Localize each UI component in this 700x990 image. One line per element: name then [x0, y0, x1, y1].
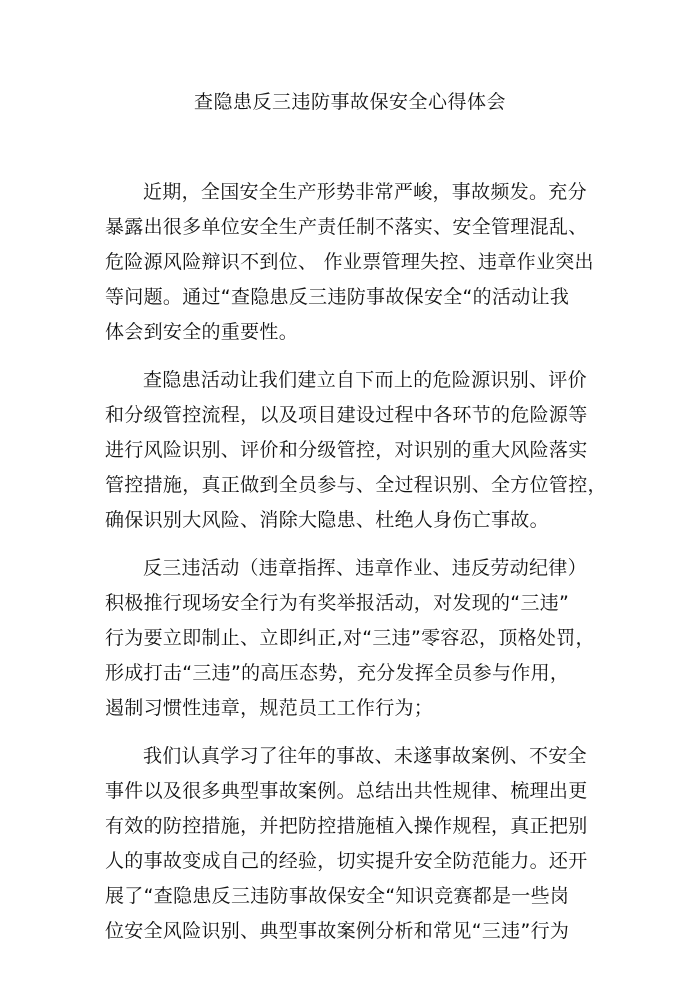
document-title: 查隐患反三违防事故保安全心得体会: [193, 91, 506, 113]
paragraph-line: 事件以及很多典型事故案例。总结出共性规律、梳理出更: [105, 780, 588, 802]
document-body: [105, 175, 625, 962]
paragraph-line: 位安全风险识别、典型事故案例分析和常见“三违”行为: [105, 920, 570, 942]
paragraph-line: 管控措施，真正做到全员参与、全过程识别、全方位管控，: [105, 474, 607, 496]
paragraph-line: 查隐患活动让我们建立自下而上的危险源识别、评价: [143, 369, 587, 391]
paragraph-line: 暴露出很多单位安全生产责任制不落实、安全管理混乱、: [105, 216, 588, 238]
paragraph-line: 确保识别大风险、消除大隐患、杜绝人身伤亡事故。: [105, 509, 549, 531]
paragraph-line: 行为要立即制止、立即纠正,对“三违”零容忍，顶格处罚，: [105, 627, 595, 649]
paragraph-1: [105, 175, 625, 350]
paragraph-line: 等问题。通过“查隐患反三违防事故保安全“的活动让我: [105, 286, 570, 308]
paragraph-line: 有效的防控措施，并把防控措施植入操作规程，真正把别: [105, 815, 588, 837]
paragraph-line: 积极推行现场安全行为有奖举报活动，对发现的“三违”: [105, 592, 570, 614]
paragraph-line: 形成打击“三违”的高压态势，充分发挥全员参与作用，: [105, 662, 570, 684]
paragraph-line: 人的事故变成自己的经验，切实提升安全防范能力。还开: [105, 850, 588, 872]
paragraph-line: 和分级管控流程，以及项目建设过程中各环节的危险源等: [105, 404, 588, 426]
paragraph-line: 近期，全国安全生产形势非常严峻，事故频发。充分: [143, 181, 587, 203]
paragraph-line: 体会到安全的重要性。: [105, 321, 299, 343]
paragraph-2: [105, 363, 625, 538]
paragraph-line: 我们认真学习了往年的事故、未遂事故案例、不安全: [143, 745, 587, 767]
paragraph-line: 进行风险识别、评价和分级管控，对识别的重大风险落实: [105, 439, 588, 461]
paragraph-line: 反三违活动（违章指挥、违章作业、违反劳动纪律）: [143, 557, 587, 579]
paragraph-3: [105, 551, 625, 726]
paragraph-line: 遏制习惯性违章，规范员工工作行为；: [105, 697, 434, 719]
paragraph-line: 危险源风险辩识不到位、 作业票管理失控、违章作业突出: [105, 251, 594, 273]
paragraph-line: 展了“查隐患反三违防事故保安全“知识竞赛都是一些岗: [105, 885, 570, 907]
paragraph-4: [105, 739, 625, 949]
